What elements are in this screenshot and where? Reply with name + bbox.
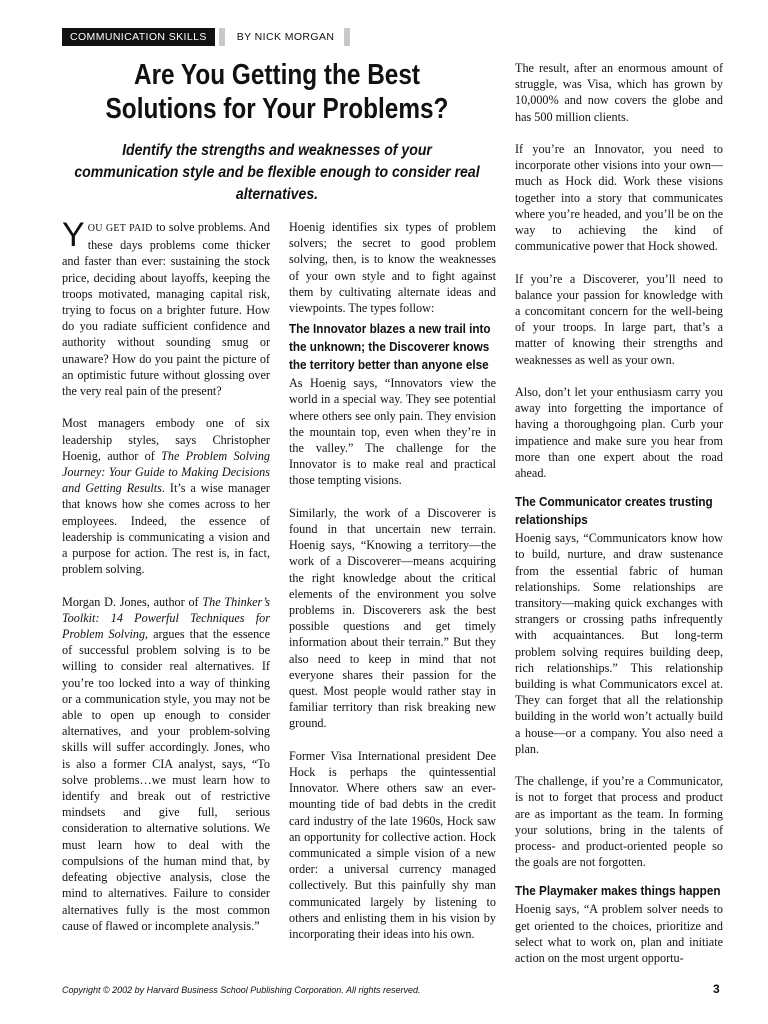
intro-paragraph — [62, 216, 270, 399]
page-number: 3 — [713, 982, 720, 996]
section-subhead: The Innovator blazes a new trail into the unknown; the Discoverer knows the territory better than anyone else — [289, 321, 491, 373]
book-title: The Thinker’s Toolkit: 14 Powerful Techniques for Problem Solving, — [62, 594, 270, 642]
department-tag: COMMUNICATION SKILLS — [62, 28, 215, 46]
paragraph: Hoenig says, “Communicators know how to build, nurture, and draw sustenance from the essential fabric of human relationships. Some relationships are transitory—making quick exchanges with strangers or crossing paths infrequently with acquaintances. But long-term problem solving requires building deep, rich relationships.” This relationship building is what Communicators excel at. They can forget that all the relationship building in the world won’t actually build a house—or a company. You also need a plan. — [515, 531, 723, 756]
paragraph: The challenge, if you’re a Communicator, is not to forget that process and product are as important as the team. In forming your solutions, bring in the talents of process- and product-oriented people so the goals are not forgotten. — [515, 774, 723, 870]
author-byline: BY NICK MORGAN — [236, 31, 335, 43]
article-title: Are You Getting the Best Solutions for Your Problems? — [105, 59, 449, 125]
paragraph: Also, don’t let your enthusiasm carry you away into forgetting the importance of having a thoroughgoing plan. Curb your impatience and make sure you hear from more than one expert about the road ahead. — [515, 385, 723, 481]
paragraph-text: Morgan D. Jones, author of — [62, 594, 203, 609]
lead-in: OU GET PAID — [87, 223, 153, 234]
paragraph: If you’re a Discoverer, you’ll need to balance your passion for knowledge with a concomitant concern for the well-being of your troops. In large part, that’s a matter of knowing their strengths and weaknesses as well as your own. — [515, 271, 723, 367]
article-deck: Identify the strengths and weaknesses of your communication style and be flexible enough to consider real alternatives. — [74, 142, 480, 203]
paragraph-text: argues that the essence of successful problem solving is to be willing to consider real alternatives. If you’re too locked into a way of thinking or a communication style, you may not be able to open up enough to consider alternatives, and your problem-solving skills will suffer accordingly. Jones, who is also a former CIA analyst, says, “To solve problems…we must learn how to identify and break out of restrictive mindsets and give full, serious consideration to alternative solutions. We must learn how to deal with the compulsions of the human mind that, by defeating objective analysis, close the mind to alternatives. Failure to consider alternatives fully is the most common cause of flawed or incomplete analysis.” — [62, 627, 270, 933]
paragraph: Similarly, the work of a Discoverer is found in that uncertain new terrain. Hoenig says, “Knowing a territory—the work of a Discoverer—means acquiring the right knowledge about the critical elements of the environment you solve problems in. Discoverers ask the best possible questions and get timely information about their terrain.” But they also need to keep in mind that not everyone shares their passion for the quest. Most people would rather stay in familiar territory than risk breaking new ground. — [289, 505, 496, 731]
book-title: The Problem Solving Journey: Your Guide to Making Decisions and Getting Results — [62, 448, 271, 496]
paragraph: Former Visa International president Dee Hock is perhaps the quintessential Innovator. Where others saw an ever-mounting tide of bad debts in the credit card industry of the late 1960s, Hock saw an opportunity for collective action. Hock communicated a simple vision of a new order: a universal currency managed collectively. But this painfully shy man communicated largely by listening to others and enlisting them in his vision by incorporating their ideas into his own. — [289, 748, 496, 942]
paragraph: The result, after an enormous amount of struggle, was Visa, which has grown by 10,000% and now covers the globe and has 500 million clients. — [515, 61, 723, 124]
paragraph — [62, 594, 270, 934]
paragraph — [62, 415, 270, 577]
paragraph: Hoenig says, “A problem solver needs to get oriented to the choices, prioritize and select what to work on, plan and initiate action on the most urgent opportu- — [515, 902, 723, 966]
paragraph-text: . It’s a wise manager that knows how she comes across to her employees. Indeed, the essence of leadership is communicating a vision and a purpose for action. The rest is, in fact, problem solving. — [62, 481, 270, 577]
drop-cap: Y — [62, 216, 85, 254]
text-column-2 — [289, 219, 496, 942]
text-column-1 — [62, 216, 271, 934]
text-column-3 — [515, 60, 723, 966]
copyright-notice: Copyright © 2002 by Harvard Business School Publishing Corporation. All rights reserved. — [62, 985, 421, 995]
intro-text: to solve problems. And these days problems come thicker and faster than ever: sustaining the stock price, deciding about layoffs, keeping the troops motivated, managing capital risk, trying to focus on a brighter future. How do you radiate sufficient confidence and authority without sounding smug or unaware? How do you paint the picture of an optimistic future without glossing over the very real pain of the present? — [62, 220, 270, 399]
paragraph: Hoenig identifies six types of problem solvers; the secret to good problem solving, then, is to know the weaknesses of your own style and to fight against them by cultivating alternate ideas and viewpoints. The types follow: — [289, 220, 496, 316]
byline-end-bar — [344, 28, 350, 46]
paragraph: If you’re an Innovator, you need to incorporate other visions into your own—much as Hock did. Work these visions together into a story that communicates where you’re headed, and you’ll be on the way to achieving the kind of communicative power that Hock showed. — [515, 142, 723, 254]
section-subhead: The Communicator creates trusting relationships — [515, 494, 713, 528]
paragraph: As Hoenig says, “Innovators view the world in a special way. They see potential where others see only pain. They envision the mountain top, even when they’re in the valley.” The challenge for the Innovator is to make real and practical those tempting visions. — [289, 376, 496, 488]
section-subhead: The Playmaker makes things happen — [515, 883, 721, 899]
article-header-bar — [62, 28, 350, 46]
paragraph-text: Most managers embody one of six leadership styles, says Christopher Hoenig, author of — [62, 416, 270, 463]
